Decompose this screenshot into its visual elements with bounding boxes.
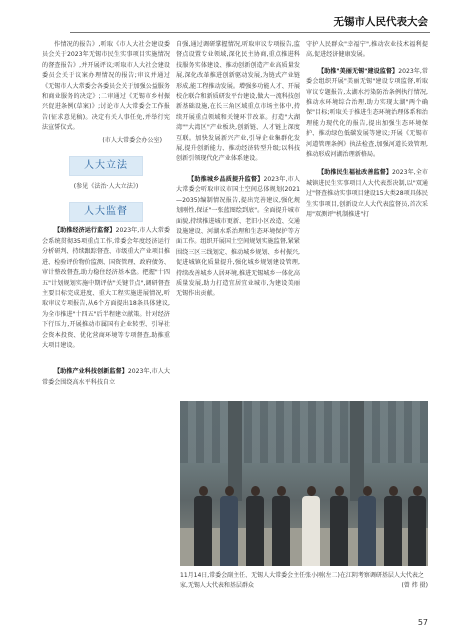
column-2: [176, 40, 300, 392]
paragraph-welfare: [306, 168, 428, 220]
photo-credit: (曾 炜 摄): [401, 582, 428, 589]
column-1: [42, 40, 170, 388]
heading-urban: 【助推城乡品质提升监督】: [188, 175, 264, 183]
paragraph-economy: [42, 226, 170, 351]
photo-background-building: [180, 401, 428, 463]
photo-caption-text: 11月14日,常委会副主任、无锡人大常委会主任张小刚(左二)在江阴考察调研基层人大代表之家,无锡人大代表和基层群众: [180, 572, 424, 589]
photo-person: [384, 486, 402, 566]
page-number: 57: [417, 618, 428, 627]
cross-reference: (参见《法治·人大立法》): [73, 183, 139, 191]
paragraph-urban: [176, 175, 300, 300]
heading-beautiful: 【助推"美丽无锡"建设监督】: [318, 67, 399, 75]
photo-person: [408, 486, 426, 566]
text-welfare: 2023年,全市城镇进民生实事项目人大代表票决制,以"双通过"督查推动实事项目建设15大类28项具体民生实事项目,创新设立人大代表监督员,首次采用"双测评"机制推进"打: [306, 169, 428, 219]
column-3: [306, 40, 428, 392]
photo-person: [272, 486, 290, 566]
text-urban: 2023年,市人大常委会听取审议市国土空间总体规划(2021—2035)编制情况报告,提出完善建议,强化规划刚性,保证"一张蓝图绘到底"。全面提升城市面貌,持续推进城市更新、老旧小区改造、交通设施建设、河湖水系治理和生态环境保护等方面工作。组织开展国土空间规划实施监督,紧紧围绕三区三线划定、推动城乡规划、乡村振兴,促进城镇化质量提升,强化城乡规划建设管理,持续改善城乡人居环境,推进无锡城乡一体化高质量发展,助力打造宜居宜业城市,为建设美丽无锡作出贡献。: [176, 175, 300, 298]
text-economy: 2023年,市人大常委会系统贯彻35项重点工作,常委会年度经济运行分析研判、持续跟踪督查、市级重大产业项目推进、检验评价物价监测、国资管理、政府债务、审计整改督查,助力稳住经济基本盘。把握"十四五"计划规划实施中期评估"关键节点",调研督查主要目标完成进度、重大工程实施进展情况,听取审议专项报告,从6个方面提出18条具体建议,为全市推进"十四五"后半程建立献策。针对经济下行压力,开展推动市属国有企业转型、引导社会资本投资、优化营商环境等专项督查,助推重大项目建设。: [42, 227, 171, 349]
photo-person: [358, 486, 376, 566]
paragraph-report: 作情况的报告》,听取《市人大社会建设委员会关于2023年无锡市民生实事项目实施情况的督查报告》,并开展评议;听取市人大社会建设委员会关于议案办理情况的报告;审议并通过《无锡市人大常委会各委员会关于加强公益服务和商业服务的决定》;二审通过《无锡市乡村振兴促进条例(草案)》;讨论市人大常委会工作报告(征求意见稿)。决定有关人事任免,并举行宪法宣誓仪式。: [42, 41, 170, 132]
photo-person: [246, 486, 264, 566]
photo-person: [220, 486, 238, 566]
paragraph-tech: [42, 367, 170, 388]
paragraph-beautiful: [306, 67, 428, 161]
heading-tech: 【助推产业科技创新监督】: [54, 368, 128, 376]
photo-caption: [180, 571, 428, 591]
photo-person: [194, 486, 212, 566]
heading-welfare: 【助推民生福祉改善监督】: [318, 169, 392, 177]
section-title-legislation: 人大立法: [69, 156, 143, 176]
header-divider: [70, 32, 430, 33]
signature-office: (市人大常委会办公室): [102, 136, 162, 144]
photo-person: [330, 486, 348, 566]
text-tech: 2023年,市人大常委会围绕高水平科技自立: [42, 368, 171, 386]
photo-person: [302, 486, 320, 566]
paragraph-protection: 守护人民群众"幸福宁",推动农业技术福利提高,促进经济健康发展。: [306, 41, 428, 59]
header-title: 无锡市人民代表大会: [333, 16, 428, 28]
text-beautiful: 2023年,常委会组织开展"美丽无锡"建设专项监督,听取审议专题报告,太湖水污染防治条例执行情况,推动水环境综合治理,助力实现太湖"两个确保"目标;听取关于推进生态环境治理体系和治理能力现代化的报告,提出加强生态环境保护、推动绿色低碳发展等建议;开展《无锡市河道管理条例》执法检查,加强河道长效管理,推动形成河湖治理新格局。: [306, 67, 428, 159]
section-title-supervision: 人大监督: [69, 202, 143, 222]
heading-economy: 【助推经济运行监督】: [54, 227, 116, 235]
paragraph-tech-cont: 自强,通过调研掌握情况,听取审议专项报告,监督点设置专业领域,深化民主协商,重点推进科技服务实体建设、推动创新创造产业高质量发展,深化改革推进创新驱动发展,为链式产业链形成,能工程推动发展。增强多功能人才、开展校企联合和新质研发平台建设,做大一流科技创新基础设施,在长三角区域重点市场主体中,持续开展重点领域和关键环节改革。打造"大湖湾""大湾区"产业板块,创新链、人才链上深度互联。加快发展新兴产业,引导企业集群化发展,提升创新能力、推动经济转型升级;以科技创新引领现代化产业体系建设。: [176, 41, 300, 163]
news-photo: [180, 401, 428, 566]
